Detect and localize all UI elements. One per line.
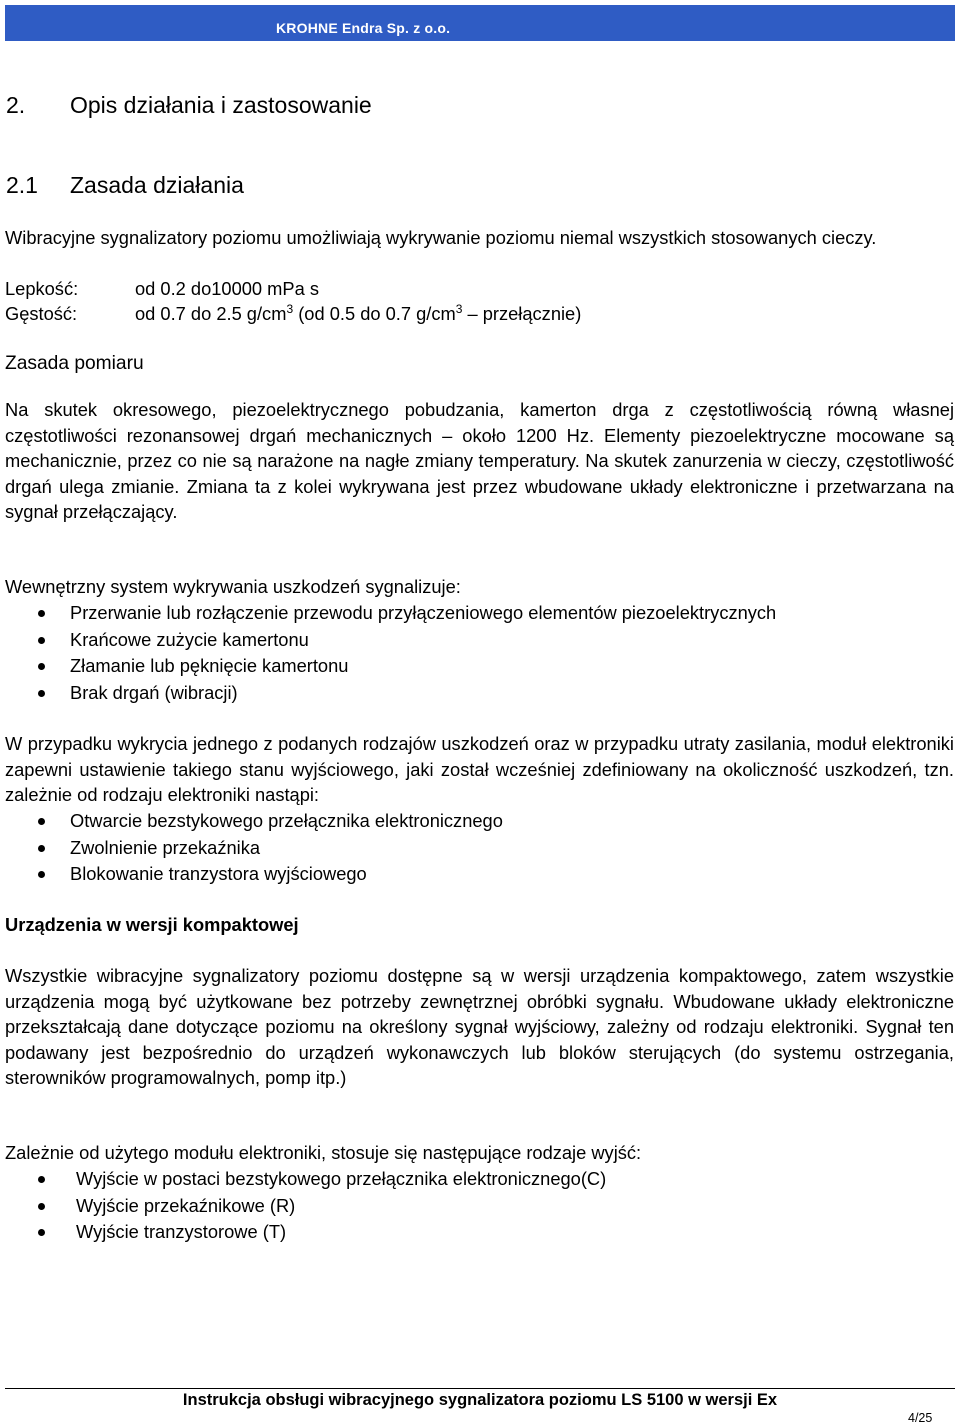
density-label: Gęstość: (5, 303, 78, 324)
bullet-icon (38, 1203, 45, 1210)
bullet-icon (38, 690, 45, 697)
compact-heading: Urządzenia w wersji kompaktowej (5, 914, 299, 935)
diagnostics-item-text: Brak drgań (wibracji) (70, 682, 238, 703)
outputs-item-text: Wyjście w postaci bezstykowego przełącznika elektronicznego(C) (76, 1168, 607, 1189)
subsection-number: 2.1 (6, 172, 38, 198)
bullet-icon (38, 637, 45, 644)
measurement-paragraph: Na skutek okresowego, piezoelektrycznego pobudzania, kamerton drga z częstotliwością równą własnej częstotliwości rezonansowej drgań mechanicznych – około 1200 Hz. Elementy piezoelektryczne mocowane są mechanicznie, przez co nie są narażone na nagłe zmiany temperatury. Na skutek zanurzenia w cieczy, częstotliwość drgań ulega zmianie. Zmiana ta z kolei wykrywana jest przez wbudowane układy elektroniczne i przetwarzana na sygnał przełączający. (5, 399, 954, 522)
page-number: 4/25 (908, 1411, 933, 1425)
section-title: Opis działania i zastosowanie (70, 92, 372, 118)
density-value-c: – przełącznie) (462, 303, 582, 324)
outputs-intro: Zależnie od użytego modułu elektroniki, stosuje się następujące rodzaje wyjść: (5, 1142, 642, 1163)
density-value-a: od 0.7 do 2.5 g/cm (135, 303, 287, 324)
diagnostics-item-text: Złamanie lub pęknięcie kamertonu (70, 655, 349, 676)
diagnostics-intro: Wewnętrzny system wykrywania uszkodzeń sygnalizuje: (5, 576, 461, 597)
bullet-icon (38, 818, 45, 825)
bullet-icon (38, 871, 45, 878)
subsection-heading (6, 170, 244, 200)
measurement-heading: Zasada pomiaru (5, 353, 144, 374)
outputs-item-text: Wyjście przekaźnikowe (R) (76, 1195, 296, 1216)
failure-paragraph: W przypadku wykrycia jednego z podanych rodzajów uszkodzeń oraz w przypadku utraty zasilania, moduł elektroniki zapewni ustawienie takiego stanu wyjściowego, jaki został wcześniej zdefiniowany na okoliczność uszkodzeń, tzn. zależnie od rodzaju elektroniki nastąpi: (5, 733, 954, 805)
section-number: 2. (6, 92, 26, 118)
compact-paragraph: Wszystkie wibracyjne sygnalizatory poziomu dostępne są w wersji urządzenia kompaktowego, zatem wszystkie urządzenia mogą być użytkowane bez potrzeby zewnętrznej obróbki sygnału. Wbudowane układy elektroniczne przekształcają dane dotyczące poziomu na określony sygnał wyjściowy, zależny od rodzaju elektroniki. Sygnał ten podawany jest bezpośrednio do urządzeń wykonawczych lub bloków sterujących (do systemu ostrzegania, sterowników programowalnych, pomp itp.) (5, 965, 954, 1088)
diagnostics-item-text: Krańcowe zużycie kamertonu (70, 629, 309, 650)
outputs-item-text: Wyjście tranzystorowe (T) (76, 1221, 287, 1242)
diagnostics-item-text: Przerwanie lub rozłączenie przewodu przyłączeniowego elementów piezoelektrycznych (70, 602, 777, 623)
bullet-icon (38, 1176, 45, 1183)
header-bar (5, 5, 955, 41)
failure-item-text: Zwolnienie przekaźnika (70, 837, 261, 858)
density-superscript-2: 3 (455, 301, 463, 316)
density-line (5, 301, 581, 327)
bullet-icon (38, 663, 45, 670)
density-superscript-1: 3 (286, 301, 294, 316)
company-name: KROHNE Endra Sp. z o.o. (276, 20, 451, 36)
footer-divider (5, 1388, 955, 1389)
viscosity-label: Lepkość: (5, 278, 79, 299)
viscosity-value: od 0.2 do10000 mPa s (135, 278, 319, 299)
bullet-icon (38, 1229, 45, 1236)
bullet-icon (38, 610, 45, 617)
viscosity-line (5, 276, 319, 302)
subsection-title: Zasada działania (70, 172, 244, 198)
failure-item-text: Blokowanie tranzystora wyjściowego (70, 863, 367, 884)
footer-title: Instrukcja obsługi wibracyjnego sygnalizatora poziomu LS 5100 w wersji Ex (182, 1391, 778, 1409)
bullet-icon (38, 845, 45, 852)
failure-item-text: Otwarcie bezstykowego przełącznika elektronicznego (70, 810, 503, 831)
intro-paragraph: Wibracyjne sygnalizatory poziomu umożliwiają wykrywanie poziomu niemal wszystkich stosowanych cieczy. (5, 227, 877, 248)
density-value-b: (od 0.5 do 0.7 g/cm (293, 303, 456, 324)
section-heading (6, 90, 372, 120)
